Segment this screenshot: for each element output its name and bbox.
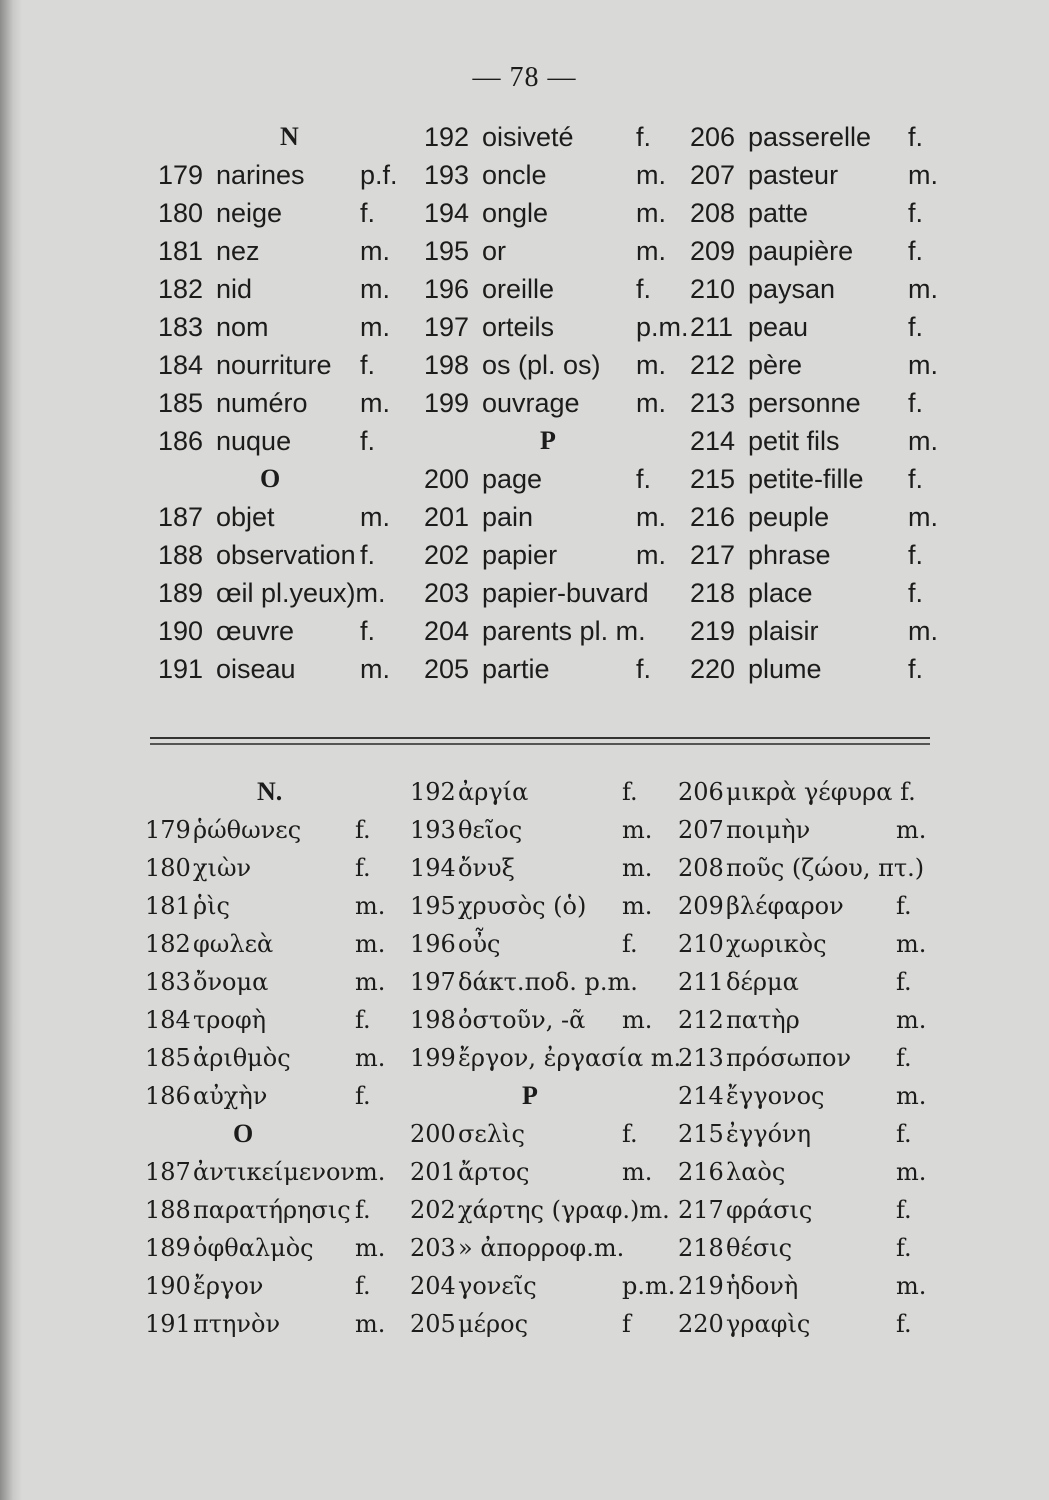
entry-word: oncle: [482, 160, 547, 190]
entry-word: χιὼν: [193, 854, 252, 882]
entry-word: oreille: [482, 274, 555, 304]
entry-number: 205: [424, 654, 470, 684]
entry-gender: m.: [355, 892, 386, 920]
entry-word: pain: [482, 502, 534, 532]
entry-gender: m.: [360, 502, 390, 532]
entry-number: 193: [410, 816, 456, 844]
entry-gender: f.: [622, 930, 638, 958]
entry-gender: m.: [636, 198, 666, 228]
entry-gender: f.: [636, 654, 652, 684]
entry-gender: f.: [908, 464, 924, 494]
entry-word: ἀντικείμενον: [193, 1158, 355, 1186]
entry-word: personne: [748, 388, 861, 418]
entry-word: plaisir: [748, 616, 819, 646]
entry-gender: m.: [636, 160, 666, 190]
entry-word: orteils: [482, 312, 555, 342]
entry-number: 205: [410, 1310, 456, 1338]
entry-number: 184: [145, 1006, 191, 1034]
entry-number: 183: [145, 968, 191, 996]
entry-gender: m.: [896, 1272, 927, 1300]
entry-number: 200: [424, 464, 470, 494]
entry-word: nid: [216, 274, 253, 304]
entry-number: 196: [424, 274, 470, 304]
entry-word: phrase: [748, 540, 831, 570]
entry-gender: f.: [355, 1082, 371, 1110]
entry-word: peuple: [748, 502, 830, 532]
entry-number: 209: [690, 236, 736, 266]
entry-word: parents pl. m.: [482, 616, 646, 646]
entry-gender: m.: [908, 616, 938, 646]
entry-gender: m.: [622, 1006, 653, 1034]
entry-gender: m.: [360, 312, 390, 342]
entry-word: ἀργία: [458, 778, 529, 806]
entry-number: 217: [690, 540, 736, 570]
entry-gender: m.: [636, 388, 666, 418]
entry-word: βλέφαρον: [726, 892, 844, 920]
entry-gender: f.: [896, 968, 912, 996]
entry-word: page: [482, 464, 543, 494]
entry-word: observation: [216, 540, 356, 570]
entry-gender: m.: [908, 160, 938, 190]
entry-number: 192: [424, 122, 470, 152]
entry-gender: f.: [360, 350, 376, 380]
entry-word: » ἀπορροφ.m.: [458, 1234, 625, 1262]
entry-word: ouvrage: [482, 388, 580, 418]
entry-number: 195: [410, 892, 456, 920]
entry-word: χρυσὸς (ὁ): [458, 892, 587, 920]
entry-word: petite-fille: [748, 464, 864, 494]
entry-number: 191: [158, 654, 204, 684]
entry-number: 207: [678, 816, 724, 844]
entry-word: nuque: [216, 426, 292, 456]
entry-number: 200: [410, 1120, 456, 1148]
greek-heading-p: P: [522, 1081, 538, 1110]
entry-word: neige: [216, 198, 283, 228]
entry-word: ῥώθωνες: [193, 816, 302, 844]
section-divider: [150, 737, 930, 745]
entry-gender: f.: [636, 464, 652, 494]
entry-gender: p.f.: [360, 160, 398, 190]
entry-number: 179: [145, 816, 191, 844]
page-number: — 78 —: [472, 62, 577, 93]
entry-gender: f.: [355, 1006, 371, 1034]
entry-number: 218: [690, 578, 736, 608]
greek-heading-n: N.: [257, 777, 283, 806]
entry-gender: f: [622, 1310, 631, 1338]
entry-word: δέρμα: [726, 968, 799, 996]
entry-word: ὀφθαλμὸς: [193, 1234, 314, 1262]
entry-gender: m.: [622, 816, 653, 844]
entry-number: 213: [678, 1044, 724, 1072]
entry-gender: f.: [360, 426, 376, 456]
entry-word: θέσις: [726, 1234, 793, 1262]
entry-number: 191: [145, 1310, 191, 1338]
entry-number: 187: [158, 502, 204, 532]
entry-number: 184: [158, 350, 204, 380]
entry-word: ὄνομα: [193, 968, 269, 996]
page-spine-shadow: [0, 0, 22, 1500]
entry-number: 197: [410, 968, 456, 996]
entry-number: 194: [410, 854, 456, 882]
entry-gender: m.: [636, 236, 666, 266]
entry-gender: f.: [360, 616, 376, 646]
entry-number: 211: [690, 312, 734, 342]
entry-number: 199: [424, 388, 470, 418]
entry-number: 214: [690, 426, 736, 456]
entry-gender: m.: [896, 930, 927, 958]
entry-word: οὖς: [458, 930, 501, 958]
entry-word: partie: [482, 654, 550, 684]
entry-word: χάρτης (γραφ.)m.: [458, 1196, 670, 1224]
entry-number: 218: [678, 1234, 724, 1262]
entry-number: 207: [690, 160, 736, 190]
entry-word: ἔγγονος: [726, 1082, 825, 1110]
entry-gender: f.: [622, 1120, 638, 1148]
entry-number: 180: [145, 854, 191, 882]
entry-word: numéro: [216, 388, 308, 418]
entry-word: or: [482, 236, 507, 266]
entry-number: 214: [678, 1082, 724, 1110]
section-heading-n: N: [280, 122, 299, 151]
entry-number: 201: [424, 502, 470, 532]
entry-number: 204: [410, 1272, 456, 1300]
entry-number: 212: [678, 1006, 724, 1034]
entry-gender: f.: [360, 540, 376, 570]
entry-number: 188: [145, 1196, 191, 1224]
entry-number: 183: [158, 312, 204, 342]
entry-gender: f.: [360, 198, 376, 228]
entry-number: 219: [678, 1272, 724, 1300]
entry-number: 220: [690, 654, 736, 684]
entry-number: 190: [158, 616, 204, 646]
entry-word: τροφὴ: [193, 1006, 267, 1034]
entry-gender: m.: [636, 350, 666, 380]
entry-number: 196: [410, 930, 456, 958]
entry-word: χωρικὸς: [726, 930, 827, 958]
entry-word: objet: [216, 502, 275, 532]
entry-number: 215: [690, 464, 736, 494]
entry-number: 209: [678, 892, 724, 920]
entry-gender: f.: [908, 578, 924, 608]
entry-gender: m.: [360, 388, 390, 418]
entry-word: πρόσωπον: [726, 1044, 852, 1072]
entry-number: 185: [158, 388, 204, 418]
entry-word: narines: [216, 160, 305, 190]
entry-number: 199: [410, 1044, 456, 1072]
entry-word: patte: [748, 198, 809, 228]
entry-gender: f.: [636, 274, 652, 304]
entry-gender: m.: [355, 1310, 386, 1338]
entry-word: παρατήρησις: [193, 1196, 351, 1224]
entry-word: passerelle: [748, 122, 872, 152]
entry-word: ἐγγόνη: [726, 1120, 811, 1148]
entry-gender: m.: [355, 930, 386, 958]
entry-word: ποῦς (ζώου, πτ.): [726, 854, 925, 882]
entry-gender: f.: [355, 854, 371, 882]
entry-word: λαὸς: [726, 1158, 786, 1186]
entry-gender: f.: [636, 122, 652, 152]
entry-word: papier-buvard: [482, 578, 649, 608]
entry-gender: f.: [908, 312, 924, 342]
entry-gender: m.: [896, 1158, 927, 1186]
entry-word: père: [748, 350, 803, 380]
entry-gender: m.: [908, 350, 938, 380]
entry-gender: m.: [355, 968, 386, 996]
entry-gender: m.: [360, 236, 390, 266]
entry-gender: m.: [360, 274, 390, 304]
greek-heading-o: O: [233, 1119, 254, 1148]
entry-word: φράσις: [726, 1196, 813, 1224]
entry-number: 213: [690, 388, 736, 418]
entry-word: ἔργον, ἐργασία m.: [458, 1044, 682, 1072]
entry-number: 202: [424, 540, 470, 570]
entry-word: δάκτ.ποδ. p.m.: [458, 968, 638, 996]
entry-word: γραφὶς: [726, 1310, 811, 1338]
entry-number: 198: [424, 350, 470, 380]
entry-word: ῥὶς: [193, 892, 230, 920]
entry-gender: p.m.: [622, 1272, 676, 1300]
entry-number: 187: [145, 1158, 191, 1186]
entry-gender: m.: [908, 274, 938, 304]
entry-word: πτηνὸν: [193, 1310, 281, 1338]
entry-number: 182: [158, 274, 204, 304]
entry-word: place: [748, 578, 813, 608]
entry-gender: f.: [896, 1196, 912, 1224]
entry-word: pasteur: [748, 160, 839, 190]
entry-gender: f.: [908, 540, 924, 570]
entry-number: 193: [424, 160, 470, 190]
entry-gender: f.: [622, 778, 638, 806]
entry-word: ἔργον: [193, 1272, 264, 1300]
entry-number: 219: [690, 616, 736, 646]
entry-number: 208: [690, 198, 736, 228]
entry-number: 194: [424, 198, 470, 228]
entry-number: 189: [158, 578, 204, 608]
entry-word: oisiveté: [482, 122, 574, 152]
entry-number: 190: [145, 1272, 191, 1300]
entry-gender: f.: [355, 1196, 371, 1224]
entry-number: 216: [678, 1158, 724, 1186]
entry-number: 202: [410, 1196, 456, 1224]
entry-gender: p.m.: [636, 312, 689, 342]
entry-word: ongle: [482, 198, 549, 228]
entry-gender: m.: [896, 1082, 927, 1110]
entry-number: 197: [424, 312, 470, 342]
entry-word: papier: [482, 540, 558, 570]
entry-number: 206: [690, 122, 736, 152]
entry-word: nom: [216, 312, 269, 342]
entry-number: 180: [158, 198, 204, 228]
entry-gender: f.: [908, 654, 924, 684]
entry-number: 185: [145, 1044, 191, 1072]
entry-number: 181: [158, 236, 204, 266]
entry-number: 203: [410, 1234, 456, 1262]
entry-number: 189: [145, 1234, 191, 1262]
entry-number: 198: [410, 1006, 456, 1034]
entry-number: 208: [678, 854, 724, 882]
entry-word: nourriture: [216, 350, 332, 380]
entry-number: 182: [145, 930, 191, 958]
entry-gender: f.: [896, 1120, 912, 1148]
entry-word: πατὴρ: [726, 1006, 800, 1034]
entry-word: ἀριθμὸς: [193, 1044, 291, 1072]
entry-gender: f.: [908, 388, 924, 418]
entry-word: ἡδονὴ: [726, 1272, 799, 1300]
entry-gender: m.: [636, 502, 666, 532]
entry-word: œuvre: [216, 616, 295, 646]
entry-gender: m.: [355, 1158, 386, 1186]
entry-number: 216: [690, 502, 736, 532]
entry-word: ποιμὴν: [726, 816, 811, 844]
entry-number: 211: [678, 968, 724, 996]
entry-word: petit fils: [748, 426, 840, 456]
entry-number: 220: [678, 1310, 724, 1338]
entry-gender: f.: [896, 1310, 912, 1338]
entry-gender: f.: [355, 1272, 371, 1300]
entry-word: paysan: [748, 274, 836, 304]
entry-word: plume: [748, 654, 822, 684]
entry-number: 203: [424, 578, 470, 608]
entry-number: 179: [158, 160, 204, 190]
entry-word: αὐχὴν: [193, 1082, 268, 1110]
entry-number: 186: [145, 1082, 191, 1110]
entry-number: 192: [410, 778, 456, 806]
entry-number: 217: [678, 1196, 724, 1224]
section-heading-o: O: [260, 464, 281, 493]
entry-gender: m.: [622, 854, 653, 882]
entry-gender: f.: [908, 122, 924, 152]
entry-number: 215: [678, 1120, 724, 1148]
entry-word: ὄνυξ: [458, 854, 515, 882]
entry-gender: m.: [622, 892, 653, 920]
entry-gender: f.: [908, 198, 924, 228]
entry-number: 210: [690, 274, 736, 304]
entry-word: θεῖος: [458, 816, 523, 844]
entry-word: γονεῖς: [458, 1272, 537, 1300]
entry-gender: f.: [896, 1234, 912, 1262]
entry-gender: m.: [636, 540, 666, 570]
entry-word: ἄρτος: [458, 1158, 530, 1186]
entry-gender: m.: [622, 1158, 653, 1186]
entry-word: peau: [748, 312, 809, 342]
entry-word: paupière: [748, 236, 854, 266]
entry-gender: m.: [908, 502, 938, 532]
entry-gender: f.: [908, 236, 924, 266]
entry-number: 195: [424, 236, 470, 266]
entry-gender: m.: [355, 1044, 386, 1072]
entry-word: φωλεὰ: [193, 930, 274, 958]
entry-gender: m.: [355, 1234, 386, 1262]
entry-word: oiseau: [216, 654, 296, 684]
entry-gender: m.: [896, 816, 927, 844]
entry-word: σελὶς: [458, 1120, 525, 1148]
entry-word: œil pl.yeux)m.: [216, 578, 386, 608]
entry-word: ὀστοῦν, -ᾶ: [458, 1006, 586, 1034]
entry-number: 212: [690, 350, 736, 380]
entry-word: μικρὰ γέφυρα f.: [726, 778, 916, 806]
entry-number: 181: [145, 892, 191, 920]
entry-gender: m.: [908, 426, 938, 456]
entry-number: 210: [678, 930, 724, 958]
entry-gender: f.: [355, 816, 371, 844]
entry-number: 204: [424, 616, 470, 646]
entry-number: 201: [410, 1158, 456, 1186]
entry-word: nez: [216, 236, 260, 266]
entry-gender: m.: [360, 654, 390, 684]
entry-gender: f.: [896, 1044, 912, 1072]
entry-gender: f.: [896, 892, 912, 920]
entry-gender: m.: [896, 1006, 927, 1034]
entry-word: μέρος: [458, 1310, 529, 1338]
section-heading-p: P: [540, 426, 556, 455]
entry-number: 186: [158, 426, 204, 456]
entry-number: 188: [158, 540, 204, 570]
entry-word: os (pl. os): [482, 350, 601, 380]
entry-number: 206: [678, 778, 724, 806]
